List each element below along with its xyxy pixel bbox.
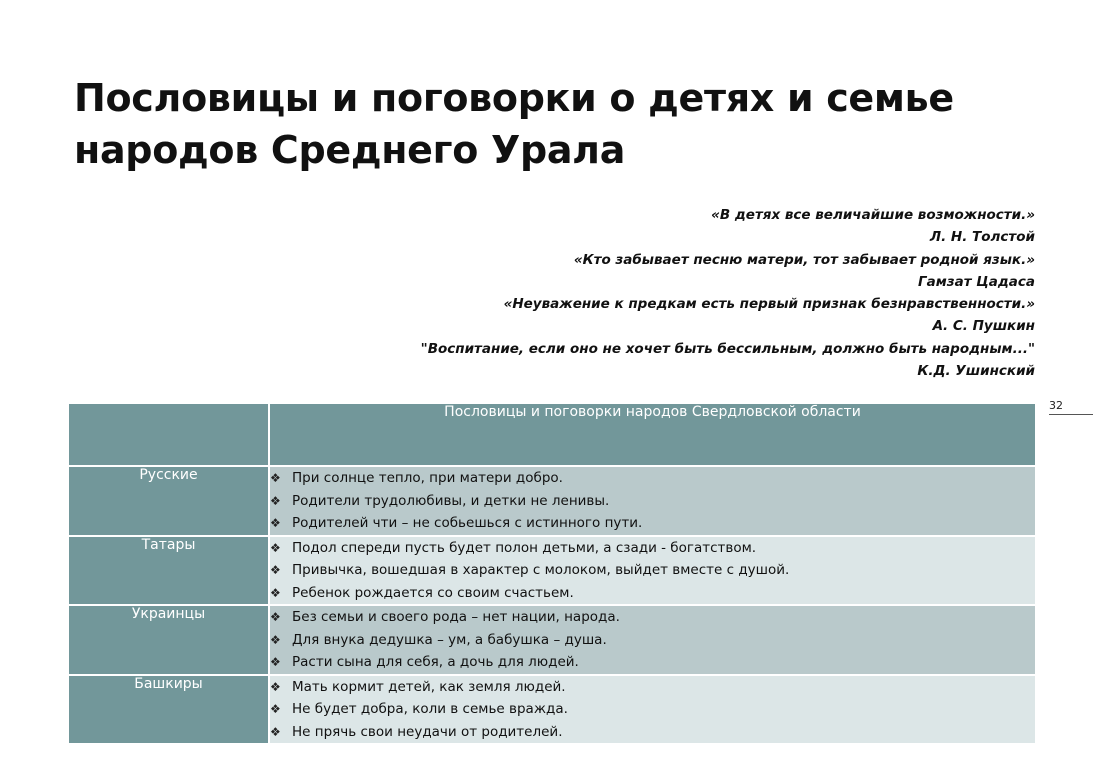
- epigraph-block: [421, 204, 1035, 382]
- proverb-text: Родителей чти – не собьешься с истинного пути.: [292, 515, 643, 531]
- proverb-text: Подол спереди пусть будет полон детьми, а сзади - богатством.: [292, 539, 757, 556]
- list-item: [270, 721, 1035, 744]
- diamond-bullet-icon: ❖: [270, 632, 281, 647]
- epigraph-author: Л. Н. Толстой: [929, 229, 1035, 246]
- proverb-text: Привычка, вошедшая в характер с молоком, выйдет вместе с душой.: [292, 562, 790, 578]
- epigraph-author: К.Д. Ушинский: [917, 363, 1035, 380]
- diamond-bullet-icon: ❖: [270, 471, 281, 485]
- list-item: [270, 606, 1035, 629]
- proverb-text: Ребенок рождается со своим счастьем.: [292, 584, 574, 601]
- diamond-bullet-icon: ❖: [270, 610, 281, 624]
- proverbs-cell: [269, 466, 1036, 536]
- people-name-cell: Украинцы: [68, 605, 269, 675]
- page-title-line-2: народов Среднего Урала: [74, 128, 626, 172]
- diamond-bullet-icon: ❖: [270, 585, 281, 600]
- diamond-bullet-icon: ❖: [270, 655, 281, 669]
- table-header-row: [68, 403, 1036, 466]
- proverb-list: [270, 676, 1035, 744]
- list-item: [270, 698, 1035, 721]
- proverb-text: Без семьи и своего рода – нет нации, народа.: [292, 609, 620, 625]
- list-item: [270, 651, 1035, 674]
- epigraph-quote: «В детях все величайшие возможности.»: [711, 207, 1035, 223]
- proverb-text: Для внука дедушка – ум, а бабушка – душа.: [292, 631, 607, 648]
- page-title: [74, 72, 1034, 176]
- epigraph-quote: «Неуважение к предкам есть первый признак безнравственности.»: [503, 296, 1035, 313]
- list-item: [270, 676, 1035, 699]
- proverb-text: При солнце тепло, при матери добро.: [292, 470, 563, 486]
- diamond-bullet-icon: ❖: [270, 516, 281, 530]
- proverb-list: [270, 537, 1035, 605]
- table-header: Пословицы и поговорки народов Свердловской области: [269, 403, 1036, 466]
- proverbs-cell: [269, 675, 1036, 745]
- page-title-line-1: Пословицы и поговорки о детях и семье: [74, 76, 954, 120]
- page-number: 32: [1049, 399, 1093, 415]
- diamond-bullet-icon: ❖: [270, 563, 281, 577]
- proverb-text: Мать кормит детей, как земля людей.: [292, 678, 566, 695]
- people-name-cell: Татары: [68, 536, 269, 606]
- proverb-list: [270, 467, 1035, 535]
- people-name-cell: Русские: [68, 466, 269, 536]
- table-body: [68, 466, 1036, 744]
- diamond-bullet-icon: ❖: [270, 540, 281, 555]
- list-item: [270, 512, 1035, 535]
- proverbs-cell: [269, 536, 1036, 606]
- table-row: [68, 536, 1036, 606]
- proverbs-table: [67, 402, 1037, 745]
- proverb-text: Не будет добра, коли в семье вражда.: [292, 701, 568, 717]
- epigraph-quote: «Кто забывает песню матери, тот забывает родной язык.»: [573, 251, 1035, 268]
- proverb-text: Расти сына для себя, а дочь для людей.: [292, 654, 579, 670]
- people-name-cell: Башкиры: [68, 675, 269, 745]
- list-item: [270, 559, 1035, 582]
- diamond-bullet-icon: ❖: [270, 702, 281, 716]
- proverb-text: Родители трудолюбивы, и детки не ленивы.: [292, 492, 610, 509]
- list-item: [270, 629, 1035, 652]
- list-item: [270, 490, 1035, 513]
- table-row: [68, 466, 1036, 536]
- table-row: [68, 675, 1036, 745]
- diamond-bullet-icon: ❖: [270, 493, 281, 508]
- epigraph-author: А. С. Пушкин: [932, 318, 1035, 335]
- diamond-bullet-icon: ❖: [270, 679, 281, 694]
- list-item: [270, 467, 1035, 490]
- proverbs-cell: [269, 605, 1036, 675]
- proverb-list: [270, 606, 1035, 674]
- list-item: [270, 582, 1035, 605]
- epigraph-author: Гамзат Цадаса: [918, 273, 1035, 290]
- table-row: [68, 605, 1036, 675]
- proverb-text: Не прячь свои неудачи от родителей.: [292, 723, 563, 740]
- diamond-bullet-icon: ❖: [270, 724, 281, 739]
- table-corner-cell: [68, 403, 269, 466]
- epigraph-quote: "Воспитание, если оно не хочет быть бессильным, должно быть народным...": [420, 340, 1035, 357]
- list-item: [270, 537, 1035, 560]
